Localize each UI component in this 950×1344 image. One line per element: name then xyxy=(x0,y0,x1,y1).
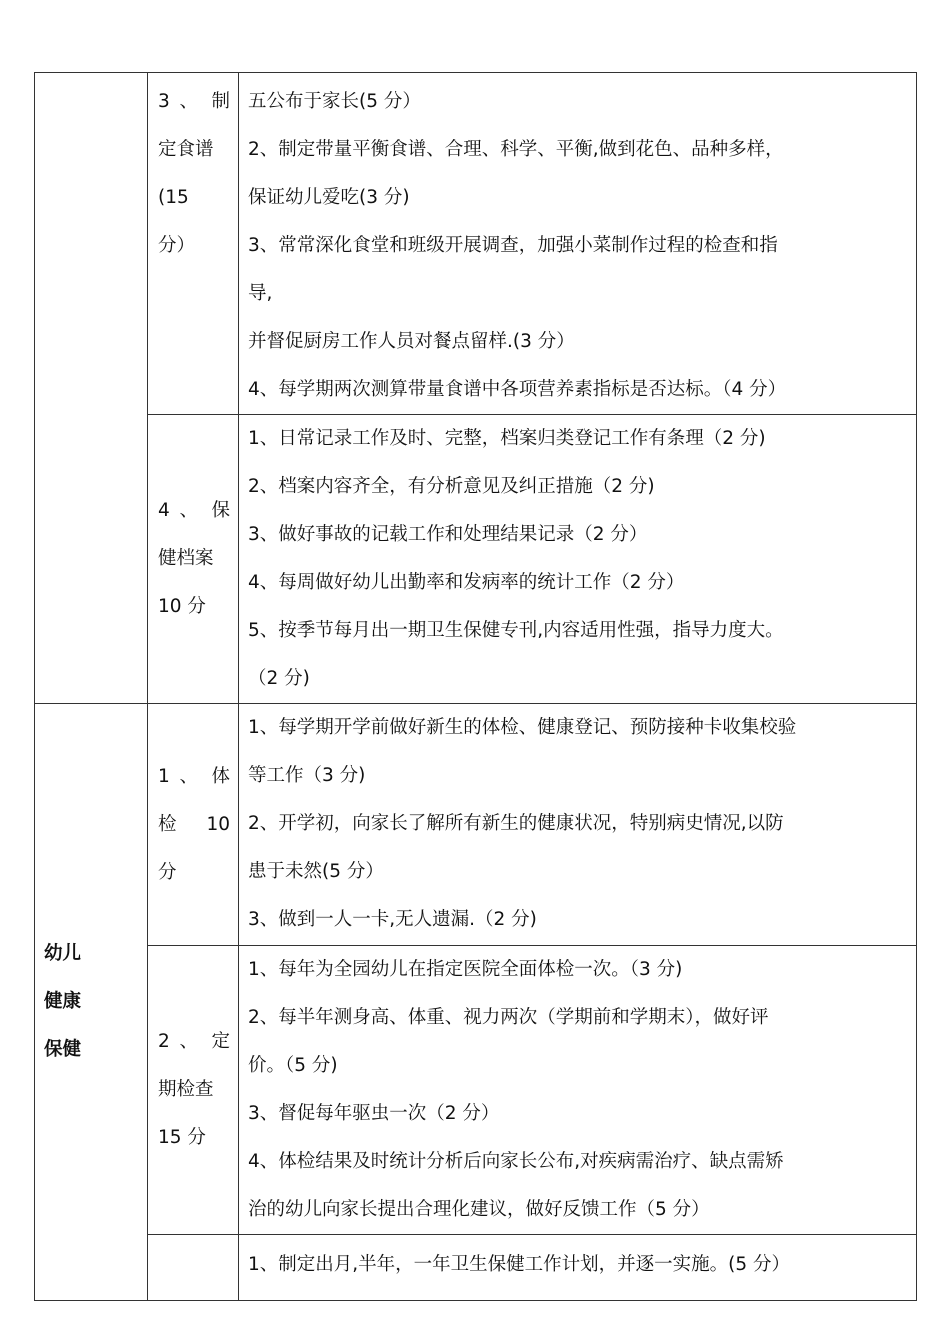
criteria-cell xyxy=(239,946,917,1235)
criteria-line: 1、每学期开学前做好新生的体检、健康登记、预防接种卡收集校验 xyxy=(248,717,797,738)
criteria-line: 4、每周做好幼儿出勤率和发病率的统计工作（2 分） xyxy=(248,572,685,593)
criteria-line: 2、每半年测身高、体重、视力两次（学期前和学期末），做好评 xyxy=(248,1007,769,1028)
subcategory-line: (15 xyxy=(158,187,189,208)
subcategory-line: 3 、 制 xyxy=(158,91,230,112)
criteria-cell xyxy=(239,73,917,415)
criteria-line: （2 分) xyxy=(248,668,310,689)
criteria-line: 患于未然(5 分） xyxy=(248,861,384,882)
criteria-line: 2、档案内容齐全，有分析意见及纠正措施（2 分) xyxy=(248,476,655,497)
criteria-line: 1、制定出月,半年，一年卫生保健工作计划，并逐一实施。(5 分） xyxy=(248,1254,791,1275)
criteria-line: 治的幼儿向家长提出合理化建议，做好反馈工作（5 分） xyxy=(248,1199,710,1220)
subcategory-cell xyxy=(148,73,239,415)
subcategory-line: 定食谱 xyxy=(158,139,214,160)
criteria-line: 导, xyxy=(248,283,273,304)
criteria-line: 4、体检结果及时统计分析后向家长公布,对疾病需治疗、缺点需矫 xyxy=(248,1151,784,1172)
category-cell xyxy=(35,704,148,1301)
criteria-line: 3、督促每年驱虫一次（2 分） xyxy=(248,1103,500,1124)
subcategory-line: 期检查 xyxy=(158,1079,214,1100)
table-row xyxy=(35,415,917,704)
evaluation-table xyxy=(34,72,917,1301)
category-line: 健康 xyxy=(44,991,82,1012)
subcategory-line: 4 、 保 xyxy=(158,500,230,521)
subcategory-line: 分 xyxy=(158,861,177,883)
criteria-cell xyxy=(239,1235,917,1301)
subcategory-line: 1 、 体 xyxy=(158,765,230,787)
subcategory-line: 2 、 定 xyxy=(158,1031,230,1052)
category-line: 保健 xyxy=(44,1039,82,1060)
criteria-line: 3、做好事故的记载工作和处理结果记录（2 分） xyxy=(248,524,648,545)
table-row xyxy=(35,1235,917,1301)
table-row xyxy=(35,704,917,946)
subcategory-cell xyxy=(148,415,239,704)
criteria-line: 4、每学期两次测算带量食谱中各项营养素指标是否达标。（4 分） xyxy=(248,379,787,400)
criteria-line: 价。（5 分) xyxy=(248,1055,338,1076)
subcategory-line: 健档案 xyxy=(158,548,214,569)
criteria-line: 2、制定带量平衡食谱、合理、科学、平衡,做到花色、品种多样， xyxy=(248,139,784,160)
subcategory-line: 分） xyxy=(158,235,196,256)
criteria-line: 1、日常记录工作及时、完整，档案归类登记工作有条理（2 分) xyxy=(248,428,766,449)
table-row xyxy=(35,73,917,415)
criteria-line: 1、每年为全园幼儿在指定医院全面体检一次。（3 分) xyxy=(248,959,683,980)
subcategory-cell xyxy=(148,704,239,946)
criteria-line: 3、常常深化食堂和班级开展调查，加强小菜制作过程的检查和指 xyxy=(248,235,778,256)
subcategory-line: 10 分 xyxy=(158,596,206,617)
table-row xyxy=(35,946,917,1235)
criteria-line: 5、按季节每月出一期卫生保健专刊,内容适用性强，指导力度大。 xyxy=(248,620,784,641)
criteria-line: 2、开学初，向家长了解所有新生的健康状况，特别病史情况,以防 xyxy=(248,813,784,834)
criteria-cell xyxy=(239,415,917,704)
subcategory-cell xyxy=(148,1235,239,1301)
criteria-line: 保证幼儿爱吃(3 分) xyxy=(248,187,410,208)
subcategory-line: 检 10 xyxy=(158,813,230,835)
criteria-line: 并督促厨房工作人员对餐点留样.(3 分） xyxy=(248,331,575,352)
subcategory-line: 15 分 xyxy=(158,1127,206,1148)
criteria-cell xyxy=(239,704,917,946)
criteria-line: 等工作（3 分) xyxy=(248,765,366,786)
criteria-line: 3、做到一人一卡,无人遗漏.（2 分) xyxy=(248,909,537,930)
category-line: 幼儿 xyxy=(44,943,82,964)
category-cell-empty xyxy=(35,73,148,704)
subcategory-cell xyxy=(148,946,239,1235)
criteria-line: 五公布于家长(5 分） xyxy=(248,91,421,112)
